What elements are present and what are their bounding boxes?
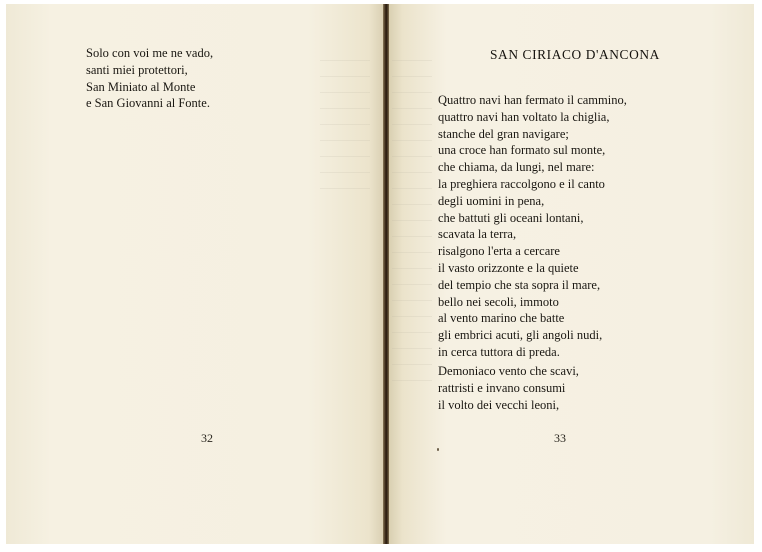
verse-line: Demoniaco vento che scavi, — [438, 364, 579, 378]
verse-line: il vasto orizzonte e la quiete — [438, 260, 579, 275]
verse-line: bello nei secoli, immoto — [438, 294, 559, 309]
book-spine — [383, 4, 389, 544]
verse-line: Quattro navi han fermato il cammino, — [438, 93, 627, 107]
paper-speck — [437, 448, 439, 451]
verse-line: santi miei protettori, — [86, 62, 188, 77]
verse-line: al vento marino che batte — [438, 311, 565, 326]
verse-line: gli embrici acuti, gli angoli nudi, — [438, 328, 603, 343]
verse-line: Solo con voi me ne vado, — [86, 46, 214, 60]
verse-line: quattro navi han voltato la chiglia, — [438, 109, 610, 124]
stanza-2 — [438, 363, 579, 413]
page-number-right: 33 — [554, 431, 566, 445]
verse-line: San Miniato al Monte — [86, 79, 196, 94]
verse-line: in cerca tuttora di preda. — [438, 344, 560, 359]
verse-line: rattristi e invano consumi — [438, 380, 566, 395]
verse-line: che chiama, da lungi, nel mare: — [438, 160, 595, 175]
page-number-left: 32 — [201, 431, 213, 445]
left-page-verse — [86, 45, 213, 112]
verse-line: che battuti gli oceani lontani, — [438, 210, 584, 225]
verse-line: del tempio che sta sopra il mare, — [438, 277, 601, 292]
stanza-1 — [438, 92, 627, 361]
verse-line: il volto dei vecchi leoni, — [438, 397, 560, 412]
verse-line: scavata la terra, — [438, 227, 517, 242]
verse-line: la preghiera raccolgono e il canto — [438, 176, 605, 191]
verse-line: una croce han formato sul monte, — [438, 143, 606, 158]
verse-line: degli uomini in pena, — [438, 193, 545, 208]
verse-line: stanche del gran navigare; — [438, 126, 569, 141]
show-through-left — [320, 60, 370, 200]
verse-line: e San Giovanni al Fonte. — [86, 96, 210, 111]
verse-line: risalgono l'erta a cercare — [438, 244, 560, 259]
poem-title: SAN CIRIACO D'ANCONA — [490, 47, 660, 62]
show-through-right — [392, 60, 432, 390]
